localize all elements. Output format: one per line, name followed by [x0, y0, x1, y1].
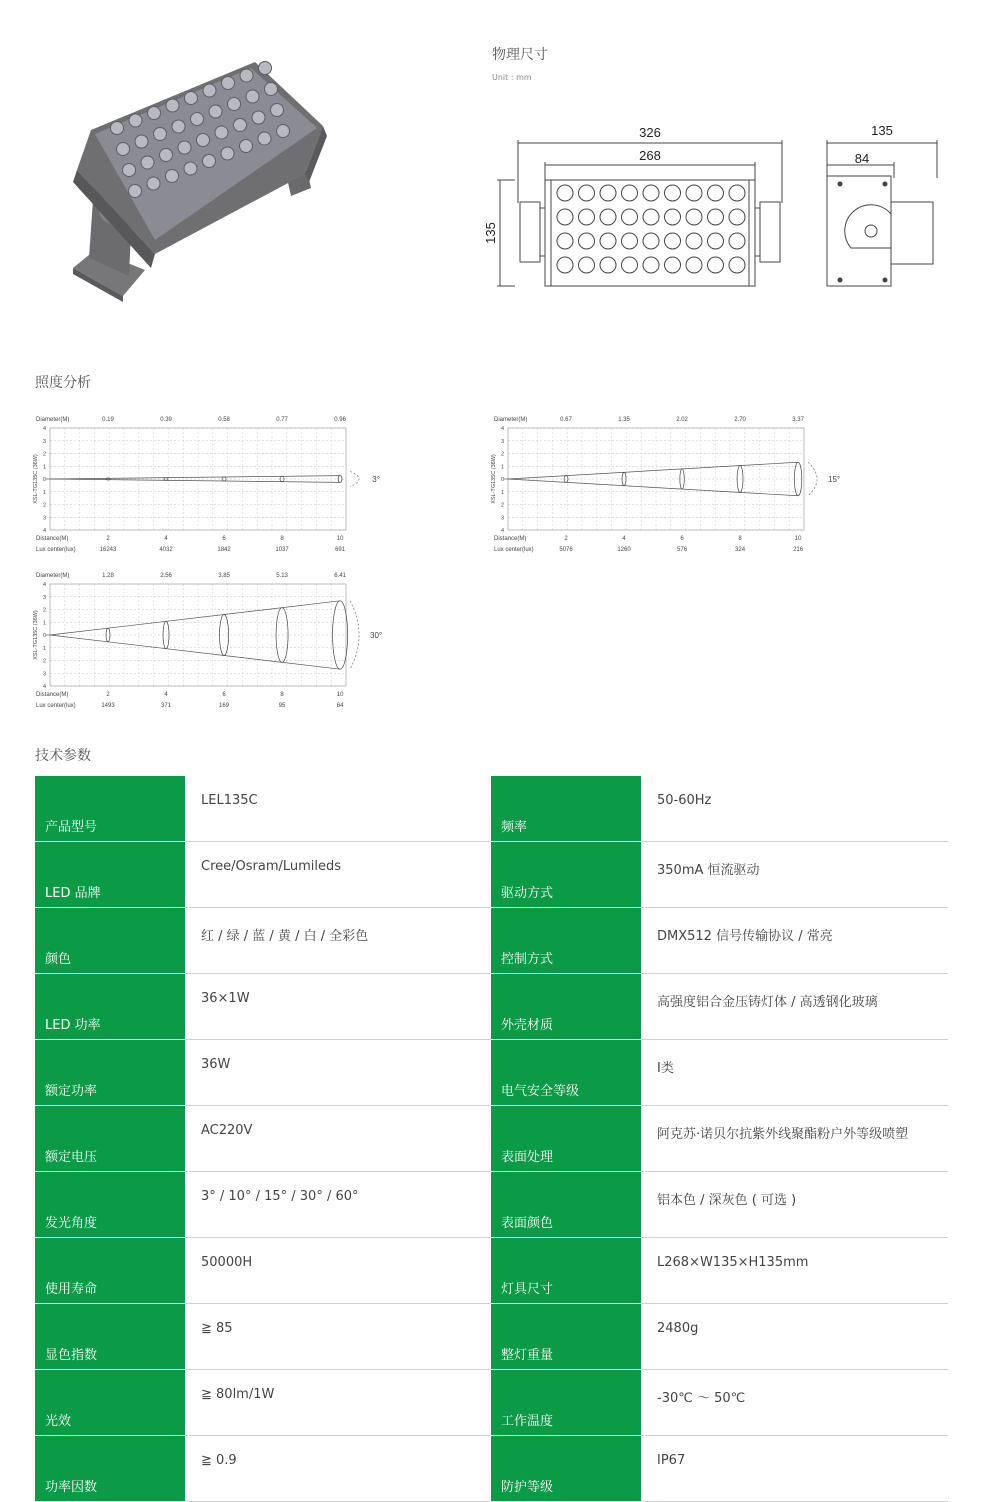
led-lens [148, 107, 161, 120]
diameter-value: 6.41 [334, 573, 346, 579]
spec-value: ≧ 80lm/1W [185, 1370, 491, 1436]
spec-value: -30℃ ～ 50℃ [641, 1370, 948, 1436]
lux-label: Lux center(lux) [36, 547, 76, 553]
led-lens [221, 147, 234, 160]
product-image [55, 50, 335, 310]
diameter-value: 2.70 [734, 417, 746, 423]
distance-value: 4 [164, 692, 168, 698]
led-lens [265, 83, 278, 96]
lens-hole [557, 257, 573, 273]
spec-row [35, 1106, 948, 1172]
diameter-value: 2.02 [676, 417, 688, 423]
spec-key: LED 功率 [35, 974, 185, 1040]
spec-row [35, 1436, 948, 1502]
spec-key: 显色指数 [35, 1304, 185, 1370]
side-width-outer: 135 [871, 123, 893, 138]
led-lens [197, 134, 210, 147]
led-lens [123, 164, 136, 177]
led-lens [240, 140, 253, 153]
led-lens [117, 143, 130, 156]
led-lens [166, 170, 179, 183]
beam-angle: 30° [370, 631, 383, 640]
y-tick: 3 [500, 515, 504, 522]
spec-value: Ⅰ类 [641, 1040, 948, 1106]
led-lens [184, 162, 197, 175]
spec-value: DMX512 信号传输协议 / 常亮 [641, 908, 948, 974]
front-width-inner: 268 [639, 148, 661, 163]
lux-value: 1260 [617, 547, 631, 553]
y-tick: 2 [42, 607, 46, 614]
spec-key: 驱动方式 [491, 842, 641, 908]
y-tick: 4 [42, 528, 46, 534]
unit-label: Unit : mm [492, 73, 532, 82]
led-lens [222, 77, 235, 90]
distance-label: Distance(M) [36, 692, 69, 698]
lens-hole [729, 209, 745, 225]
lens-hole [579, 209, 595, 225]
distance-value: 10 [336, 536, 344, 542]
spec-key: LED 品牌 [35, 842, 185, 908]
led-lens [111, 122, 124, 135]
lens-hole [643, 257, 659, 273]
spec-key: 产品型号 [35, 776, 185, 842]
model-label: XSL-TG135C (36W) [33, 454, 39, 504]
spec-key: 光效 [35, 1370, 185, 1436]
y-tick: 3 [42, 594, 46, 601]
lens-hole [622, 209, 638, 225]
diameter-value: 3.85 [218, 573, 230, 579]
lens-hole [729, 233, 745, 249]
spec-value: 2480g [641, 1304, 948, 1370]
y-tick: 4 [42, 684, 46, 690]
led-lens [246, 90, 259, 103]
lux-value: 691 [335, 547, 346, 553]
spec-value: 36×1W [185, 974, 491, 1040]
led-lens [259, 62, 272, 75]
led-lens [240, 69, 253, 82]
diameter-value: 1.35 [618, 417, 630, 423]
lux-value: 371 [161, 703, 172, 709]
illuminance-chart-15deg [486, 408, 886, 553]
y-tick: 4 [42, 426, 46, 432]
distance-value: 4 [164, 536, 168, 542]
diameter-value: 0.96 [334, 417, 346, 423]
y-tick: 0 [42, 633, 46, 639]
y-tick: 2 [500, 451, 504, 458]
diameter-value: 2.56 [160, 573, 172, 579]
spec-key: 功率因数 [35, 1436, 185, 1502]
dimensions-title: 物理尺寸 [492, 47, 548, 63]
spec-row [35, 1304, 948, 1370]
spec-key: 整灯重量 [491, 1304, 641, 1370]
lux-value: 169 [219, 703, 230, 709]
y-tick: 2 [42, 451, 46, 458]
spec-value: 3° / 10° / 15° / 30° / 60° [185, 1172, 491, 1238]
spec-row [35, 776, 948, 842]
model-label: XSL-TG135C (36W) [33, 610, 39, 660]
dimension-drawing [485, 118, 965, 298]
spec-value: Cree/Osram/Lumileds [185, 842, 491, 908]
led-lens [209, 105, 222, 118]
lens-hole [579, 233, 595, 249]
distance-value: 6 [222, 692, 226, 698]
led-lens [141, 156, 154, 169]
specs-title: 技术参数 [35, 748, 91, 764]
spec-key: 表面颜色 [491, 1172, 641, 1238]
diameter-value: 0.67 [560, 417, 572, 423]
distance-value: 2 [106, 536, 110, 542]
led-lens [191, 113, 204, 126]
diameter-label: Diameter(M) [494, 417, 528, 423]
lens-hole [622, 185, 638, 201]
spec-row [35, 1040, 948, 1106]
lens-hole [600, 209, 616, 225]
spec-key: 额定功率 [35, 1040, 185, 1106]
spec-value: 350mA 恒流驱动 [641, 842, 948, 908]
y-tick: 0 [42, 477, 46, 483]
lens-hole [643, 233, 659, 249]
lens-hole [600, 233, 616, 249]
lens-hole [622, 233, 638, 249]
spec-value: LEL135C [185, 776, 491, 842]
spec-value: 高强度铝合金压铸灯体 / 高透钢化玻璃 [641, 974, 948, 1040]
diameter-value: 0.19 [102, 417, 114, 423]
spec-key: 使用寿命 [35, 1238, 185, 1304]
spec-value: 阿克苏·诺贝尔抗紫外线聚酯粉户外等级喷塑 [641, 1106, 948, 1172]
lux-value: 1037 [275, 547, 289, 553]
lens-hole [729, 257, 745, 273]
distance-label: Distance(M) [494, 536, 527, 542]
led-lens [160, 149, 173, 162]
distance-label: Distance(M) [36, 536, 69, 542]
y-tick: 3 [500, 438, 504, 445]
y-tick: 2 [500, 502, 504, 509]
lens-hole [686, 233, 702, 249]
diameter-value: 1.28 [102, 573, 114, 579]
spec-key: 表面处理 [491, 1106, 641, 1172]
lens-hole [665, 233, 681, 249]
distance-value: 8 [738, 536, 742, 542]
lens-hole [557, 209, 573, 225]
lux-value: 1493 [101, 703, 115, 709]
front-width-outer: 326 [639, 125, 661, 140]
lux-value: 64 [336, 703, 344, 709]
diameter-value: 3.37 [792, 417, 804, 423]
led-lens [154, 128, 167, 141]
y-tick: 1 [42, 645, 46, 652]
spec-key: 灯具尺寸 [491, 1238, 641, 1304]
lux-value: 324 [735, 547, 746, 553]
spec-key: 颜色 [35, 908, 185, 974]
lens-hole [600, 185, 616, 201]
lens-hole [708, 185, 724, 201]
led-lens [277, 125, 290, 138]
spec-key: 电气安全等级 [491, 1040, 641, 1106]
led-lens [234, 119, 247, 132]
led-lens [203, 84, 216, 97]
distance-value: 8 [280, 692, 284, 698]
led-lens [147, 177, 160, 190]
spec-row [35, 1238, 948, 1304]
led-lens [258, 132, 271, 145]
spec-value: IP67 [641, 1436, 948, 1502]
distance-value: 10 [336, 692, 344, 698]
diameter-value: 5.13 [276, 573, 288, 579]
spec-row [35, 908, 948, 974]
lens-hole [665, 257, 681, 273]
lux-value: 216 [793, 547, 804, 553]
spec-key: 防护等级 [491, 1436, 641, 1502]
distance-value: 10 [794, 536, 802, 542]
y-tick: 4 [500, 426, 504, 432]
led-lens [203, 155, 216, 168]
led-lens [135, 135, 148, 148]
distance-value: 2 [106, 692, 110, 698]
y-tick: 4 [42, 582, 46, 588]
diameter-label: Diameter(M) [36, 417, 70, 423]
distance-value: 6 [680, 536, 684, 542]
lens-hole [708, 233, 724, 249]
lux-value: 576 [677, 547, 688, 553]
lux-value: 1842 [217, 547, 231, 553]
spec-key: 额定电压 [35, 1106, 185, 1172]
spec-row [35, 974, 948, 1040]
led-lens [178, 141, 191, 154]
y-tick: 1 [500, 489, 504, 496]
distance-value: 6 [222, 536, 226, 542]
lens-hole [686, 185, 702, 201]
lens-hole [643, 185, 659, 201]
y-tick: 1 [42, 489, 46, 496]
lens-hole [708, 209, 724, 225]
spec-table [35, 776, 948, 1502]
lens-hole [729, 185, 745, 201]
lux-value: 16243 [99, 547, 117, 553]
lens-hole [622, 257, 638, 273]
lens-hole [686, 257, 702, 273]
lux-value: 5076 [559, 547, 573, 553]
lens-hole [557, 185, 573, 201]
lens-hole [643, 209, 659, 225]
lux-label: Lux center(lux) [36, 703, 76, 709]
front-height: 135 [483, 222, 498, 244]
led-lens [129, 185, 142, 198]
y-tick: 4 [500, 528, 504, 534]
y-tick: 3 [42, 438, 46, 445]
spec-key: 外壳材质 [491, 974, 641, 1040]
beam-angle: 3° [372, 475, 380, 484]
diameter-value: 0.77 [276, 417, 288, 423]
beam-angle: 15° [828, 475, 841, 484]
spec-value: 50000H [185, 1238, 491, 1304]
lux-value: 4032 [159, 547, 173, 553]
diameter-value: 0.58 [218, 417, 230, 423]
y-tick: 2 [42, 658, 46, 665]
illuminance-chart-3deg [28, 408, 428, 553]
illuminance-title: 照度分析 [35, 375, 91, 391]
diameter-label: Diameter(M) [36, 573, 70, 579]
spec-value: 36W [185, 1040, 491, 1106]
led-lens [215, 126, 228, 139]
spec-row [35, 1172, 948, 1238]
lux-label: Lux center(lux) [494, 547, 534, 553]
diameter-value: 0.39 [160, 417, 172, 423]
spec-value: ≧ 0.9 [185, 1436, 491, 1502]
spec-key: 工作温度 [491, 1370, 641, 1436]
distance-value: 4 [622, 536, 626, 542]
lens-hole [600, 257, 616, 273]
led-lens [185, 92, 198, 105]
led-lens [172, 120, 185, 133]
led-lens [271, 104, 284, 117]
distance-value: 2 [564, 536, 568, 542]
lens-hole [557, 233, 573, 249]
y-tick: 1 [42, 464, 46, 471]
spec-value: 50-60Hz [641, 776, 948, 842]
led-lens [228, 98, 241, 111]
model-label: XSL-TG135C (36W) [491, 454, 497, 504]
y-tick: 0 [500, 477, 504, 483]
led-lens [129, 114, 142, 127]
spec-row [35, 1370, 948, 1436]
led-lens [252, 111, 265, 124]
lens-hole [665, 209, 681, 225]
y-tick: 3 [42, 671, 46, 678]
lens-hole [708, 257, 724, 273]
lux-value: 95 [278, 703, 286, 709]
lens-hole [686, 209, 702, 225]
illuminance-chart-30deg [28, 564, 428, 709]
spec-row [35, 842, 948, 908]
spec-key: 发光角度 [35, 1172, 185, 1238]
spec-key: 控制方式 [491, 908, 641, 974]
spec-value: 铝本色 / 深灰色 ( 可选 ) [641, 1172, 948, 1238]
spec-value: 红 / 绿 / 蓝 / 黄 / 白 / 全彩色 [185, 908, 491, 974]
lens-hole [579, 257, 595, 273]
y-tick: 1 [500, 464, 504, 471]
led-lens [166, 99, 179, 112]
spec-value: L268×W135×H135mm [641, 1238, 948, 1304]
lens-hole [579, 185, 595, 201]
lens-hole [665, 185, 681, 201]
spec-value: ≧ 85 [185, 1304, 491, 1370]
y-tick: 2 [42, 502, 46, 509]
y-tick: 1 [42, 620, 46, 627]
side-width-inner: 84 [854, 151, 870, 166]
y-tick: 3 [42, 515, 46, 522]
spec-key: 频率 [491, 776, 641, 842]
spec-value: AC220V [185, 1106, 491, 1172]
distance-value: 8 [280, 536, 284, 542]
